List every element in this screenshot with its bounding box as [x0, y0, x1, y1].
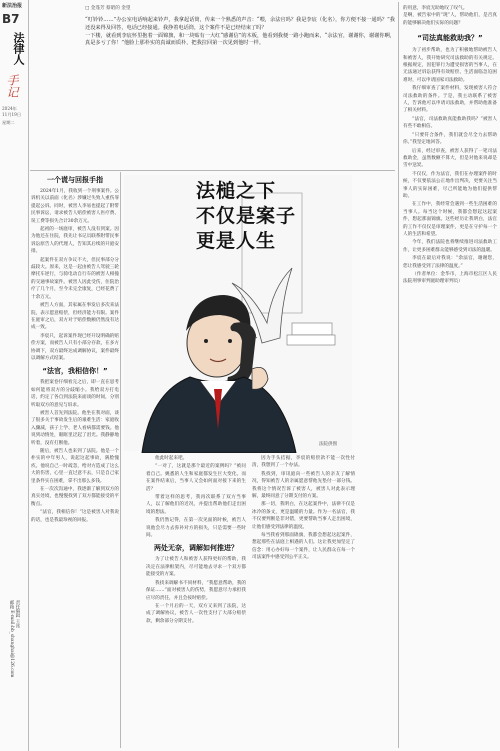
section-4-para: 后来，经过审查，被害人获得了一笔司法救助金，虽然数额不算大，但是对他来说却是雪中送炭。: [403, 148, 497, 169]
section-2-title: “法官，我相信你！”: [42, 367, 108, 376]
section-4-para: 为了初步帮助，也为了积极地帮助被告人和被害人，我开始研究司法救助的有关规定。根据规定，因犯罪行为遭受损害的当事人，在无法通过诉讼获得有效赔偿、生活面临急迫困难时，可以申请国家司法救助。: [403, 48, 497, 83]
col4-para: 每当我看到那面锦旗，我都会想起这起案件，想起那些在法庭上相遇的人们。这让我更加坚定了信念：用心办好每一个案件，让人民群众在每一个司法案件中感受到公平正义。: [252, 533, 355, 561]
section-3-para: 我找来调解书不同材料，“我愿意帮助，我的保证……”面对被害人的伤势，我愿意尽力承担我应尽的责任，并且会按时赔偿。: [146, 580, 246, 601]
column-4: [403, 5, 497, 747]
section-1-para: 起初的一场庭审，被告人没有到案。因为他还在住院，我先让书记员联系附带民事诉讼原告人的代理人，告知其后续的开庭安排。: [31, 227, 119, 255]
section-4-para: “法官，司法救助真能救助我吗？”被害人有些不敢相信。: [403, 116, 497, 130]
section-3-para: 为了让被告人和被害人获得更好的帮助，我决定在法律框架内，尽可能地去寻求一个双方都能接受的方案。: [146, 557, 246, 578]
col3-para: 带着这样的思考，我再次联系了双方当事人，以了解他们的近况，并提出帮助他们走出困境的想法。: [146, 495, 246, 515]
section-1-body: [31, 188, 119, 362]
col5-top: 的用意，李宸无助地叹了叹气。 是啊，被告家中的“现”人，帮助他们，是否真的能够解决他们实际的问题？: [403, 6, 497, 26]
column-1: [31, 175, 119, 525]
section-4-para: 不仅仅，作为法官，我们在办理案件的时候，不仅要依法公正地作出判决，更要关注当事人的实际困难，尽己所能地为他们提供帮助。: [403, 171, 497, 199]
section-4-para: 在工作中，我经常会遇到一些生活困难的当事人。每当这个时候，我都会想起这起案件，想起那面锦旗。这些经历让我明白，法官的工作不仅仅是审理案件，更是在守护每一个人的生活和希望。: [403, 202, 497, 237]
section-2-body: [31, 379, 119, 524]
illustration-credit: 法院供图: [319, 442, 337, 447]
col4-para: 我找到，审讯庭向一些被告人的亲友了解情况，得知被告人的亲属愿意帮他先垫付一部分钱。我将这个情况告诉了被害人，被害人对此表示理解，最终同意了分期支付的方案。: [252, 471, 355, 500]
col3-para: 我仍然记得，在第一次见面的时候，被告人说他会尽力去弥补对方的损失，只是需要一些时间。: [146, 518, 246, 539]
issue-date: 2024年 11月19日: [2, 106, 22, 117]
section-4-para: 今年，我们法院也将继续推进司法救助工作，让更多困难群众能够感受到司法的温暖。: [403, 240, 497, 253]
section-2-para: 被害人首先到法院。他坐在我对面，谈了很多关于事故发生后的艰难生活：家庭收入骤减，孩子上学、老人看病都需要钱。他说到动情处，眼眶里泛起了泪光。我静静地听着，没有打断他。: [31, 410, 119, 446]
article-intro: “叮铃铃……”办公室电话响起来铃声，我拿起话筒，传来一个熟悉的声音：“喂，余法官吗？我是李宸（化名），你方便不接一通吗？”我还没来得及回答，电话已经接通。我挣着电话筒，这个案件不是已经结束了吗？ 一下楼，就看到李宸怀里抱着一面锦旗，和一块贴有一大红“感谢信”的木板，他看到我便一路小跑而来，“余法官，谢谢你，谢谢你啊，真是多亏了你！”他脸上那朴实的真诚而质朴，把我拉回第一次见到他时一样。: [85, 17, 395, 47]
page-label: B7: [2, 12, 20, 26]
column-divider: [120, 172, 121, 748]
section-4-para: 李宸在最后对我说：“余法官，谢谢您，您让我感受到了法律的温度。”: [403, 256, 497, 269]
col3-para: “一对了，这就是那个最近的案例吗？”被问着自己。姚悉的人生和家庭都发生巨大变化。而在案件结束后，当事人又会如何面对接下来的生活？: [146, 464, 246, 492]
section-1-para: 起案件在双方争议不大，但民事部分分歧较大。原来，这是一起由被告人驾驶三轮摩托车逆行，与骑电动自行车的被害人相撞的交通事故案件。被害人因此受伤，住院治疗了几个月，至今未完全康复，已经花费了十余万元。: [31, 257, 119, 300]
col3-para: 他此时起来吧。: [155, 456, 188, 461]
column-2: [146, 455, 246, 747]
intro-divider: [30, 170, 395, 171]
headline: 法槌之下 不仅是案子 更是人生: [196, 180, 297, 252]
editor-contact: 责任编辑 王冰 邮箱 E-mail:bb_shanghai@126.com: [9, 600, 20, 678]
section-title-main: 法律人: [12, 32, 25, 65]
section-4-para: 我仔细审查了案件材料，发现被害人符合司法救助的条件。于是，我主动联系了被害人，告诉他可以申请司法救助，并帮助他准备了相关材料。: [403, 86, 497, 114]
section-1-para: 被告人方面，其家属在事发后多次来法院，表示愿意赔偿，但经济能力有限。案件在庭审之后，双方对于赔偿数额仍然没有达成一致。: [31, 303, 119, 331]
section-1-para: 2024年1月，我收到一个刑事案件。公诉机关以前面（化名）涉嫌过失致人重伤罪提起公诉。同时，被害人李易也提起了附带民事诉讼，请求被告人赔偿被害人医疗费、误工费等损失合计30余万元。: [31, 189, 119, 224]
column-3: [252, 455, 355, 747]
illustration-panel: [122, 173, 354, 453]
issue-weekday: 星期二: [2, 120, 15, 125]
section-2-para: 随后，被告人也来到了法院。他是一个朴实的中年男人，说起这起事故，满脸愧疚。他说自己一时疏忽，给对方造成了这么大的伤害，心里一直过意不去，只是自己家里条件实在困难，拿不出那么多钱。: [31, 449, 119, 484]
byline: □ 金蓬芳 蔡昭的 金望: [85, 6, 131, 11]
masthead-sidebar: [0, 0, 29, 751]
section-4-title: “司法真能救助我？”: [417, 34, 483, 43]
section-2-para: 在一次次沟通中，我逐渐了解到双方的真实处境，也慢慢找到了双方都能接受的平衡点。: [31, 487, 119, 507]
right-column-divider: [398, 2, 399, 748]
section-title-sub: 手记: [5, 74, 19, 98]
section-1-title: 一个谎与回报手指: [47, 176, 103, 184]
section-2-para: “法官，我相信你！”这是被害人对我说的话，也是我最珍视的回报。: [31, 510, 119, 523]
section-4-para: “只要符合条件，我们就会尽全力去帮助你。”我坚定地回答。: [403, 132, 497, 146]
section-3-para: 在一个月后的一天，双方又来到了法院，达成了调解协议，被告人一次性支付了大部分赔偿款，剩余部分分期支付。: [146, 603, 246, 624]
section-3-title: 两处无奈，调解如何推进？: [154, 544, 238, 553]
section-1-para: 李宸只，起诉案件现已经开设明确的赔偿方案，而被告人只有小部分存款，在多方协调下，双方最终达成调解协议，案件最终以调解方式结案。: [31, 333, 119, 361]
col4-para: 那一切，我明白，在这起案件中，法律不仅是冰冷的条文，更是温暖的力量。作为一名法官，我不仅要判断是非对错，更要帮助当事人走出困境，让他们感受到法律的温度。: [252, 502, 355, 530]
author-note: （作者单位：金华市，上海市松江区人民法院刑事审判庭助理审判员）: [403, 272, 497, 285]
section-2-para: 我把案卷仔细看完之后，即一直在思考如何能将双方的分歧缩小。我给双方打电话，约定了各自到法院来面谈的时间，分别听取双方的意见与诉求。: [31, 380, 119, 408]
col4-para: 因为手头拮据，李宸的赔偿款不能一次性付清，我想到了一个办法。: [252, 456, 355, 469]
paper-name: 新法治报: [2, 3, 23, 9]
